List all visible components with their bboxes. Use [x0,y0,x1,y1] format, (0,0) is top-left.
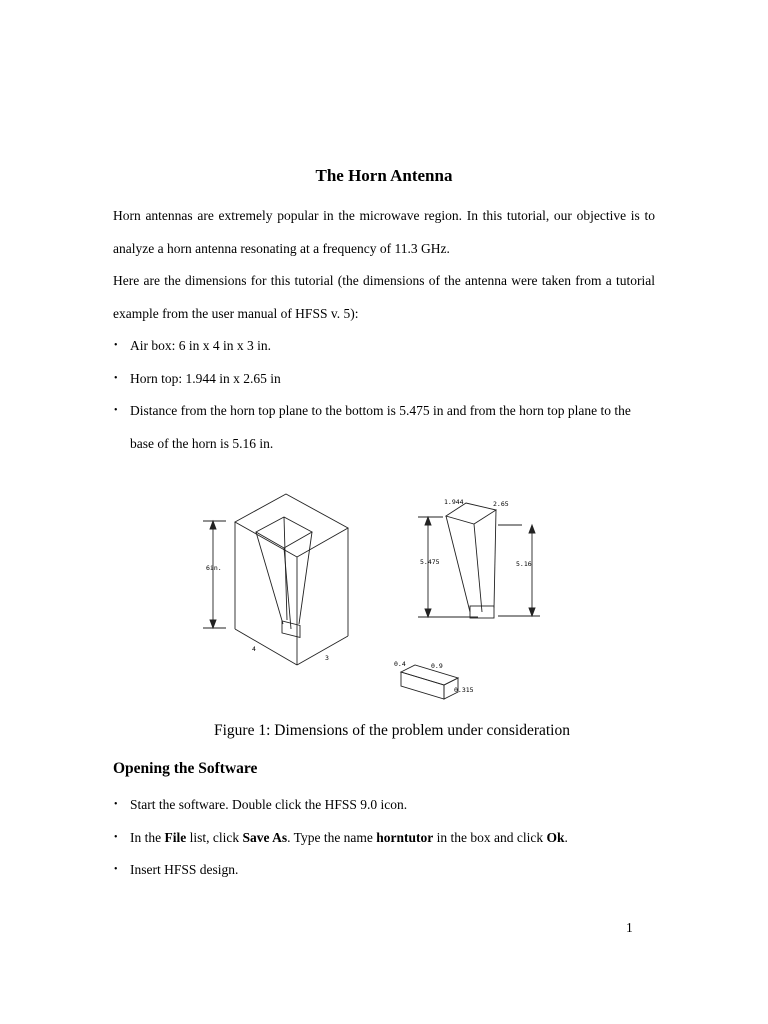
list-item [113,854,658,887]
list-item [113,789,658,822]
bullet-icon: • [114,864,118,875]
list-item-text [130,862,238,877]
feed-c-label: 0.315 [454,686,474,694]
bullet-icon: • [114,372,118,384]
page-title: The Horn Antenna [315,166,453,185]
list-item-text: Horn top: 1.944 in x 2.65 in [130,370,281,386]
text-run: Start the software. Double click the HFSS 9.0 icon. [130,797,408,812]
feed-waveguide-drawing [401,665,458,699]
bullet-icon: • [114,831,118,843]
intro-paragraph: Horn antennas are extremely popular in the microwave region. In this tutorial, our objective is to analyze a horn antenna resonating at a frequency of 11.3 GHz. [113,208,655,256]
list-item [113,363,658,396]
horn-total-label: 5.475 [420,558,440,566]
list-item [113,330,658,363]
bullet-icon: • [114,340,118,351]
text-run: . [564,829,568,845]
list-item-text [130,830,568,845]
horn-antenna-figure [198,484,560,706]
feed-a-label: 0.4 [394,660,406,668]
dimensions-intro-paragraph: Here are the dimensions for this tutorial (the dimensions of the antenna were taken from a tutorial example from the user manual of HFSS v. 5): [113,273,655,321]
steps-list [113,789,658,887]
horn-base-label: 5.16 [516,560,532,568]
bold-text: horntutor [376,829,434,845]
box-height-label: 6in. [206,564,222,572]
air-box-drawing [203,494,348,665]
horn-top-b-label: 2.65 [493,500,509,508]
bullet-icon: • [114,405,118,416]
feed-b-label: 0.9 [431,662,443,670]
bold-text: File [164,829,187,845]
dimension-list [113,330,658,460]
page-number: 1 [626,920,633,935]
list-item-text: Air box: 6 in x 4 in x 3 in. [130,338,271,353]
figure-caption: Figure 1: Dimensions of the problem under consideration [213,722,570,739]
text-run: . Type the name [287,829,377,845]
horn-top-a-label: 1.944 [444,498,464,506]
section-heading: Opening the Software [113,760,258,777]
list-item [113,822,658,855]
text-run: Insert HFSS design. [130,862,239,877]
text-run: in the box and click [433,829,547,845]
list-item [113,395,658,460]
box-depth-label: 3 [325,654,329,662]
text-run: list, click [186,829,243,845]
box-width-label: 4 [252,645,256,653]
bullet-icon: • [114,799,118,810]
list-item-text: Distance from the horn top plane to the bottom is 5.475 in and from the horn top plane to the base of the horn is 5.16 in. [130,403,631,451]
bold-text: Ok [546,829,565,845]
text-run: In the [130,829,165,845]
bold-text: Save As [242,829,288,845]
list-item-text [130,797,407,812]
